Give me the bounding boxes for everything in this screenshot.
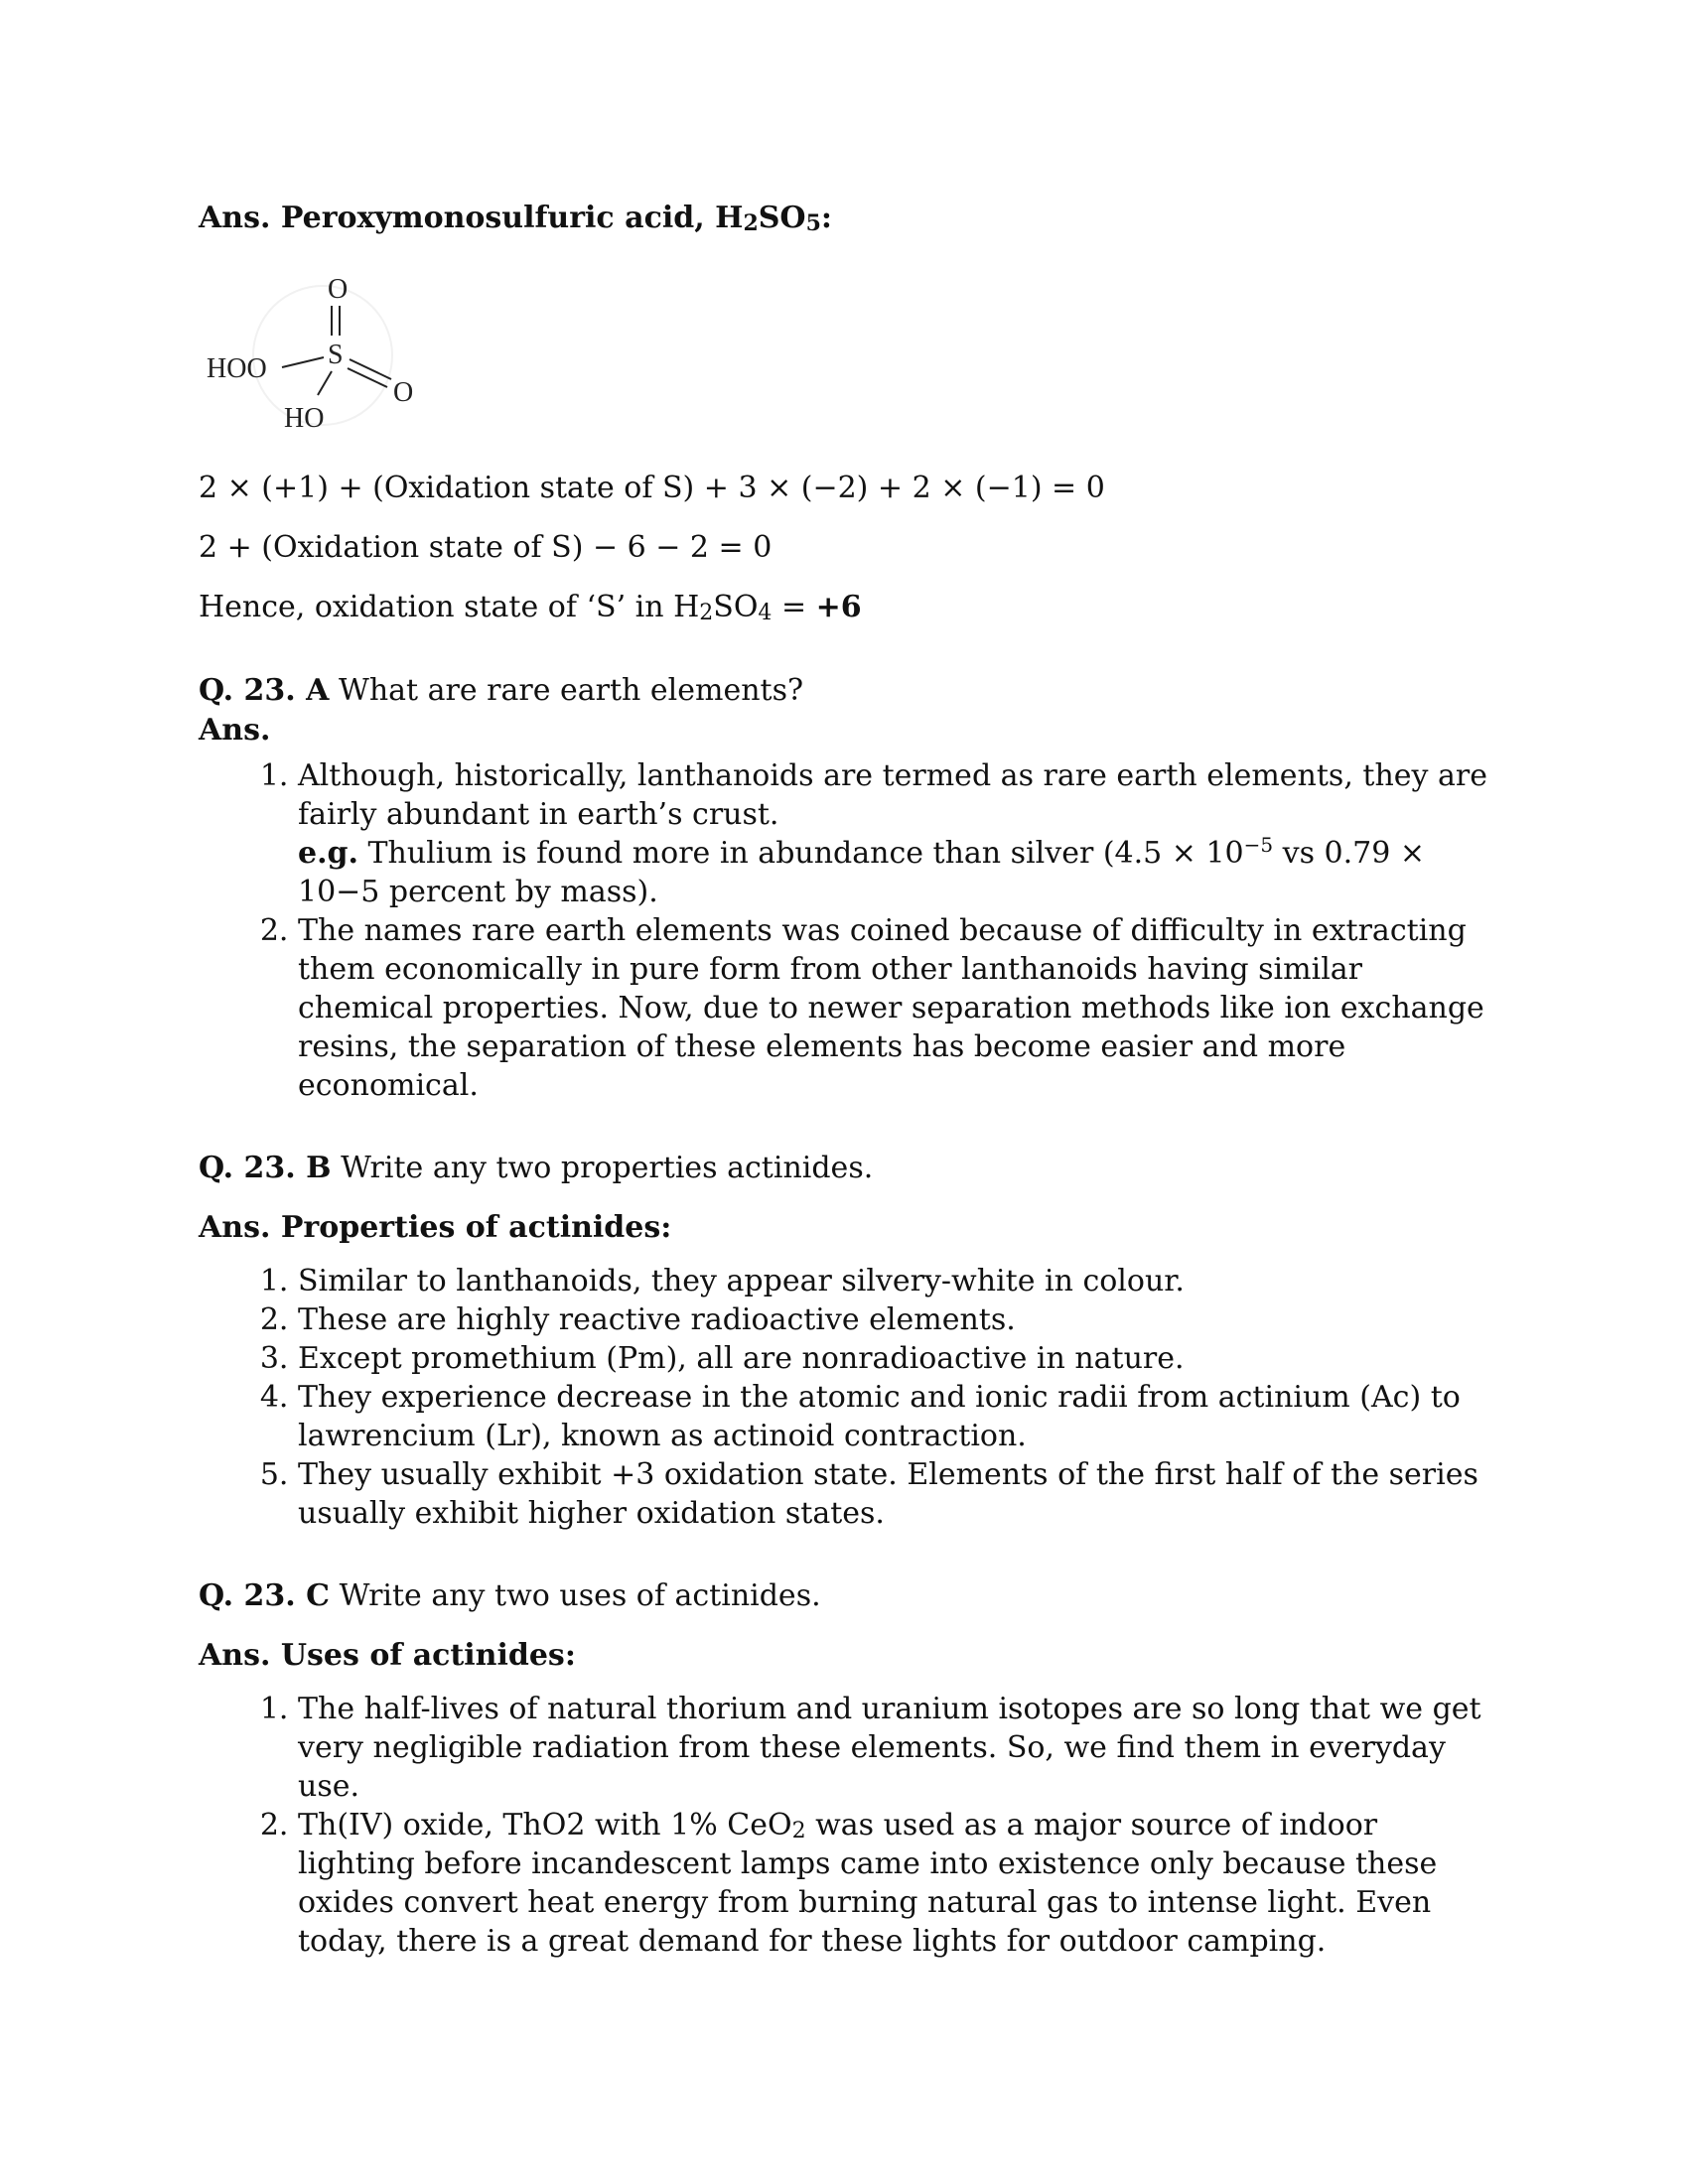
list-item: 1. Similar to lanthanoids, they appear silvery-white in colour.: [298, 1262, 1489, 1300]
answer-heading-23b: Ans. Properties of actinides:: [199, 1210, 672, 1245]
answer-list-23b: [199, 1262, 1489, 1533]
equation-line-2: 2 + (Oxidation state of S) − 6 − 2 = 0: [199, 530, 773, 565]
document-page: [199, 199, 1489, 1961]
list-item: 2. Th(IV) oxide, ThO2 with 1% CeO$_2$ was used as a major source of indoor lighting before incandescent lamps came into existence only because these oxides convert heat energy from burning natural gas to intense light. Even today, there is a great demand for these lights for outdoor camping.: [298, 1806, 1489, 1961]
list-item: 3. Except promethium (Pm), all are nonradioactive in nature.: [298, 1339, 1489, 1378]
answer-label-23a: Ans.: [199, 713, 271, 748]
answer-heading-23c: Ans. Uses of actinides:: [199, 1638, 576, 1673]
list-item: 1. The half-lives of natural thorium and uranium isotopes are so long that we get very negligible radiation from these elements. So, we find them in everyday use.: [298, 1690, 1489, 1806]
hoo-group-label: HOO: [207, 353, 267, 384]
answer-heading: Ans. Peroxymonosulfuric acid, $H_2SO_5$:: [199, 201, 832, 236]
list-item: 2. The names rare earth elements was coined because of difficulty in extracting them economically in pure form from other lanthanoids having similar chemical properties. Now, due to newer separation methods like ion exchange resins, the separation of these elements has become easier and more economical.: [298, 911, 1489, 1105]
sulfur-label: S: [328, 340, 344, 370]
question-23c: Q. 23. C Write any two uses of actinides.: [199, 1578, 821, 1613]
list-item: 4. They experience decrease in the atomic and ionic radii from actinium (Ac) to lawrencium (Lr), known as actinoid contraction.: [298, 1378, 1489, 1455]
peroxymonosulfuric-acid-structure: [199, 266, 437, 433]
question-23a: Q. 23. A What are rare earth elements?: [199, 673, 804, 708]
answer-list-23c: [199, 1690, 1489, 1961]
ho-group-label: HO: [284, 403, 325, 433]
list-item: 1. Although, historically, lanthanoids are termed as rare earth elements, they are fairly abundant in earth’s crust. e.g. Thulium is found more in abundance than silver ($4.5 \times 10^{-5}$ vs 0.79 × 10−5 percent by mass).: [298, 756, 1489, 911]
oxygen-right-label: O: [393, 377, 414, 408]
chemical-structure: [199, 266, 1489, 433]
question-23b: Q. 23. B Write any two properties actinides.: [199, 1151, 874, 1185]
answer-list-23a: [199, 756, 1489, 1105]
equation-line-1: 2 × (+1) + (Oxidation state of S) + 3 × (−2) + 2 × (−1) = 0: [199, 471, 1105, 505]
list-item: 5. They usually exhibit +3 oxidation state. Elements of the first half of the series usually exhibit higher oxidation states.: [298, 1455, 1489, 1533]
oxygen-top-label: O: [328, 274, 349, 305]
result-line: Hence, oxidation state of ‘S’ in $H_2SO_4 = +6$: [199, 590, 862, 625]
list-item: 2. These are highly reactive radioactive elements.: [298, 1300, 1489, 1339]
